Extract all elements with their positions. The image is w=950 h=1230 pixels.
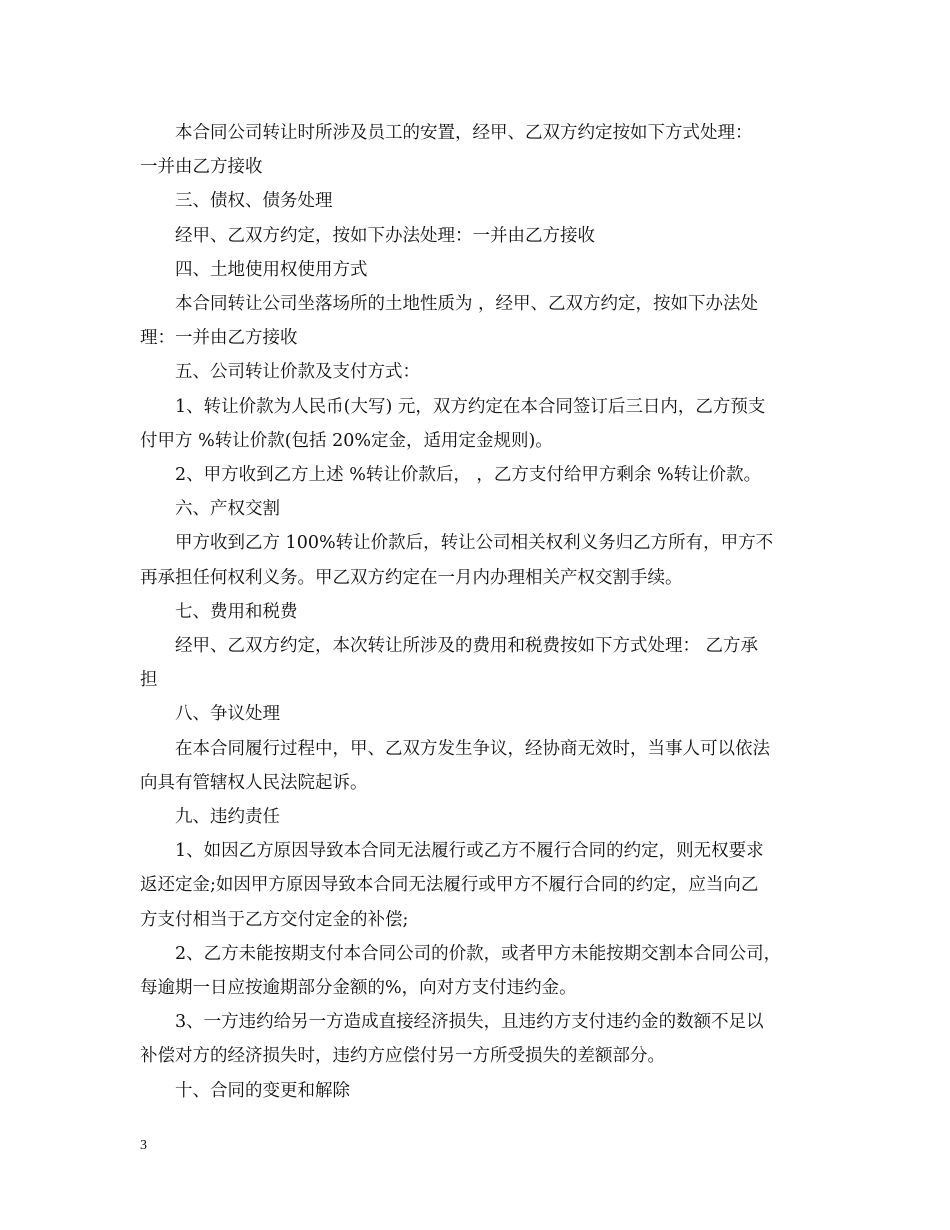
text-line: 本合同转让公司坐落场所的土地性质为 ，经甲、乙双方约定，按如下办法处	[175, 294, 759, 315]
text-line: 担	[140, 670, 158, 691]
paragraph	[140, 184, 816, 218]
paragraph	[140, 595, 816, 629]
paragraph	[140, 355, 816, 389]
paragraph	[140, 937, 816, 1005]
paragraph	[140, 492, 816, 526]
text-line: 十、合同的变更和解除	[175, 1080, 350, 1101]
text-line: 向具有管辖权人民法院起诉。	[140, 772, 368, 793]
paragraph	[140, 697, 816, 731]
text-line: 五、公司转让价款及支付方式：	[175, 362, 420, 383]
paragraph	[140, 287, 816, 355]
text-line: 1、如因乙方原因导致本合同无法履行或乙方不履行合同的约定，则无权要求	[175, 841, 764, 862]
text-line: 每逾期一日应按逾期部分金额的%，向对方支付违约金。	[140, 978, 577, 999]
text-line: 补偿对方的经济损失时，违约方应偿付另一方所受损失的差额部分。	[140, 1046, 665, 1067]
text-line: 1、转让价款为人民币(大写) 元，双方约定在本合同签订后三日内，乙方预支	[175, 396, 766, 417]
paragraph	[140, 526, 816, 594]
paragraph	[140, 116, 816, 184]
paragraph	[140, 834, 816, 937]
paragraph	[140, 1005, 816, 1073]
page-number: 3	[140, 1138, 147, 1153]
document-body	[140, 116, 816, 1108]
text-line: 返还定金;如因甲方原因导致本合同无法履行或甲方不履行合同的约定，应当向乙	[140, 875, 759, 896]
paragraph	[140, 732, 816, 800]
text-line: 2、乙方未能按期支付本合同公司的价款，或者甲方未能按期交割本合同公司，	[175, 943, 782, 964]
text-line: 理：一并由乙方接收	[140, 328, 298, 349]
paragraph	[140, 458, 816, 492]
text-line: 四、土地使用权使用方式	[175, 259, 368, 280]
paragraph	[140, 629, 816, 697]
paragraph	[140, 1074, 816, 1108]
paragraph	[140, 253, 816, 287]
text-line: 2、甲方收到乙方上述 %转让价款后， ，乙方支付给甲方剩余 %转让价款。	[175, 465, 762, 486]
text-line: 一并由乙方接收	[140, 157, 263, 178]
text-line: 付甲方 %转让价款(包括 20%定金，适用定金规则)。	[140, 430, 553, 451]
paragraph	[140, 219, 816, 253]
text-line: 七、费用和税费	[175, 601, 298, 622]
text-line: 在本合同履行过程中，甲、乙双方发生争议，经协商无效时，当事人可以依法	[175, 738, 770, 759]
text-line: 经甲、乙双方约定，按如下办法处理：一并由乙方接收	[175, 225, 595, 246]
text-line: 方支付相当于乙方交付定金的补偿;	[140, 909, 409, 930]
text-line: 3、一方违约给另一方造成直接经济损失，且违约方支付违约金的数额不足以	[175, 1012, 764, 1033]
paragraph	[140, 800, 816, 834]
paragraph	[140, 390, 816, 458]
text-line: 本合同公司转让时所涉及员工的安置，经甲、乙双方约定按如下方式处理：	[175, 123, 753, 143]
text-line: 三、债权、债务处理	[175, 191, 333, 212]
text-line: 甲方收到乙方 100%转让价款后，转让公司相关权利义务归乙方所有，甲方不	[175, 533, 774, 554]
text-line: 经甲、乙双方约定，本次转让所涉及的费用和税费按如下方式处理： 乙方承	[175, 636, 759, 657]
text-line: 八、争议处理	[175, 704, 280, 725]
text-line: 九、违约责任	[175, 807, 280, 828]
text-line: 六、产权交割	[175, 499, 280, 520]
text-line: 再承担任何权利义务。甲乙双方约定在一月内办理相关产权交割手续。	[140, 567, 683, 588]
